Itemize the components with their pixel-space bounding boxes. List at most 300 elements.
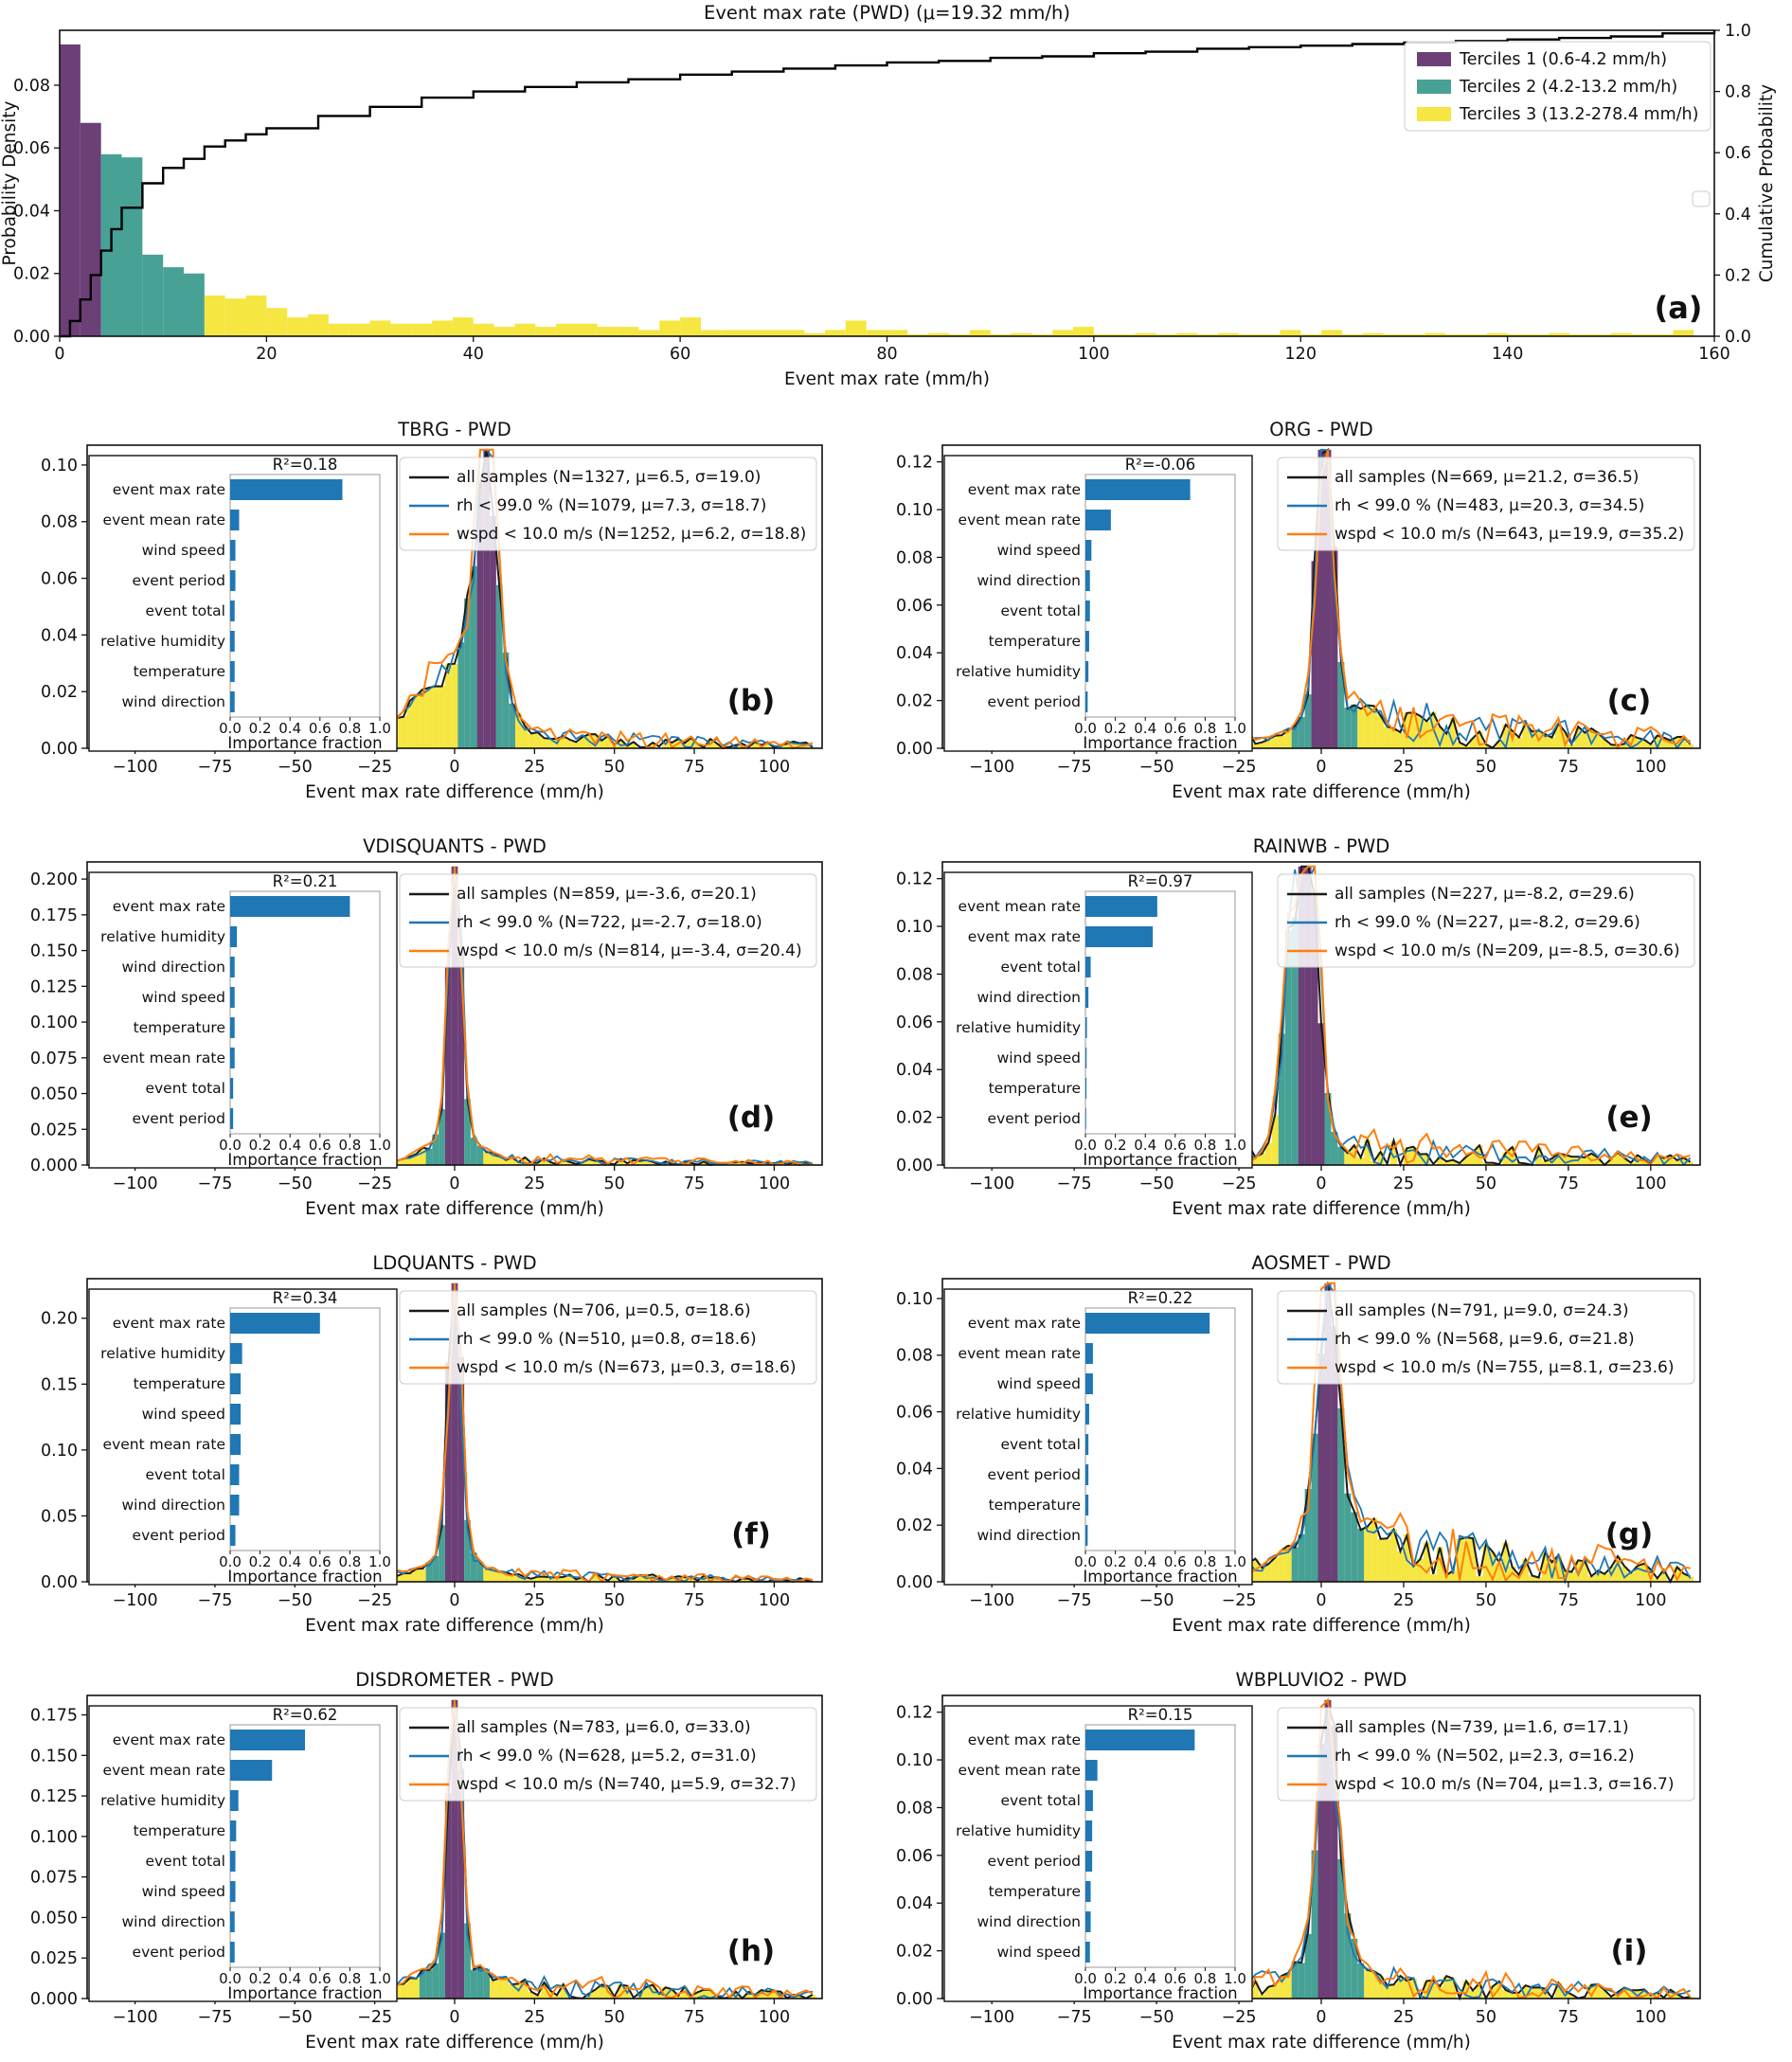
histogram-bar [659,320,680,336]
y-tick-label: 0.150 [29,941,78,961]
inset-x-tick-label: 1.0 [1224,1137,1246,1154]
inset-x-tick-label: 0.8 [338,1553,362,1570]
panel-legend [1278,457,1694,550]
x-tick-label: −75 [1056,2008,1092,2027]
inset-x-tick-label: 0.0 [219,1137,242,1154]
r2-label: R²=0.18 [272,456,338,474]
legend-entry-label: all samples (N=1327, μ=6.5, σ=19.0) [457,468,762,487]
importance-bar [1085,1343,1093,1364]
inset-xlabel: Importance fraction [1083,734,1238,752]
importance-bar [1085,1911,1091,1932]
histogram-bar [1279,1551,1285,1582]
inset-xlabel: Importance fraction [227,734,383,752]
inset-x-tick-label: 0.8 [1193,720,1217,737]
panel-xlabel: Event max rate difference (mm/h) [1172,1199,1471,1219]
histogram-bar [825,330,846,336]
x-tick-label: 160 [1698,345,1730,364]
histogram-bar [1673,330,1693,336]
importance-label: event period [987,1110,1081,1127]
y-tick-label: 0.06 [896,1013,933,1032]
y-tick-label: 0.00 [896,1157,933,1175]
importance-bar [1085,1434,1088,1455]
importance-bar [230,540,236,561]
histogram-bar [1582,733,1588,748]
inset-axes [230,475,380,717]
histogram-bar [494,327,515,336]
x-tick-label: −50 [1138,1591,1174,1610]
x-tick-label: −25 [357,1174,393,1193]
importance-label: event period [132,1527,225,1544]
importance-bar [230,631,235,652]
importance-bar [230,1017,235,1038]
panel-title: LDQUANTS - PWD [372,1252,537,1274]
importance-label: relative humidity [100,633,225,650]
importance-label: wind direction [977,989,1081,1006]
panel-xlabel: Event max rate difference (mm/h) [305,1616,604,1636]
importance-label: event max rate [967,1315,1081,1332]
y-tick-label: 0.100 [29,1827,78,1847]
histogram-bar [81,123,101,336]
y-tick-label: 0.175 [29,1706,78,1726]
x-tick-label: 80 [876,345,898,364]
x-tick-label: 75 [1557,758,1580,777]
panel-letter: (d) [726,1101,776,1135]
x-tick-label: −75 [197,1174,233,1193]
x-tick-label: 60 [669,345,691,364]
histogram-bar [618,327,639,336]
histogram-bar [1357,1963,1364,1999]
importance-bar [230,1313,320,1334]
x-tick-label: −25 [1221,2008,1257,2027]
importance-label: event total [1000,1436,1081,1453]
x-tick-label: 50 [1475,2008,1497,2027]
y-tick-label: 0.08 [13,76,50,96]
importance-bar [1085,1048,1086,1068]
histogram-bar [406,1573,413,1582]
importance-label: wind speed [996,1944,1081,1961]
importance-bar [230,479,343,500]
panel-a-ylabel-right: Cumulative Probability [1757,83,1777,283]
histogram-bar [439,686,445,748]
panel-xlabel: Event max rate difference (mm/h) [305,1199,604,1219]
histogram-bar [762,330,783,336]
histogram-bar [490,1981,496,1999]
panel-letter: (e) [1605,1101,1653,1135]
importance-bar [230,926,237,947]
legend-entry-label: Terciles 1 (0.6-4.2 mm/h) [1460,50,1668,69]
importance-label: event total [145,1853,225,1870]
r2-label: R²=0.97 [1127,872,1193,890]
y-tick-label: 0.08 [896,1799,933,1819]
x-tick-label: 75 [1557,1174,1580,1193]
panel-letter: (c) [1606,684,1652,718]
x-tick-label: 75 [1557,1591,1580,1610]
y-tick-label: 0.000 [29,1990,78,2009]
importance-bar [1085,1313,1210,1334]
inset-x-tick-label: 0.6 [308,1553,332,1570]
inset-x-tick-label: 0.6 [1163,1970,1187,1987]
x-tick-label: −25 [357,2008,393,2027]
legend-entry-label: rh < 99.0 % (N=483, μ=20.3, σ=34.5) [1335,496,1645,515]
inset-x-tick-label: 0.0 [1074,720,1097,737]
x-tick-label: −100 [112,1174,158,1193]
inset-x-tick-label: 0.2 [248,1137,272,1154]
legend-entry-label: all samples (N=791, μ=9.0, σ=24.3) [1335,1301,1629,1320]
histogram-bar [722,330,743,336]
histogram-bar [743,330,763,336]
y-tick-label: 0.04 [41,626,78,646]
legend-entry-label: wspd < 10.0 m/s (N=673, μ=0.3, σ=18.6) [457,1358,797,1377]
histogram-bar [471,1138,477,1165]
histogram-bar [413,1979,420,1999]
y-right-tick-label: 0.2 [1725,266,1751,286]
inset-x-tick-label: 1.0 [1224,1970,1246,1987]
histogram-bar [445,664,452,748]
x-tick-label: −100 [112,758,158,777]
histogram-bar [401,716,407,748]
importance-bar [230,1760,272,1781]
x-tick-label: −25 [1221,758,1257,777]
y-tick-label: 0.06 [896,1403,933,1423]
legend-entry-label: rh < 99.0 % (N=502, μ=2.3, σ=16.2) [1335,1747,1635,1766]
histogram-bar [1073,327,1094,336]
inset-x-tick-label: 0.0 [219,1553,242,1570]
panel-a-xlabel: Event max rate (mm/h) [784,369,990,389]
x-tick-label: −75 [197,2008,233,2027]
inset-importance-chart [89,1289,397,1586]
y-tick-label: 0.02 [896,1516,933,1536]
panel-a-ylabel-left: Probability Density [0,100,20,266]
x-tick-label: −25 [1221,1174,1257,1193]
histogram-bar [205,296,225,336]
histogram-bar [349,324,370,336]
histogram-bar [1364,1970,1371,1999]
histogram-bar [457,642,464,748]
histogram-bar [1476,1576,1482,1582]
histogram-bar [308,314,329,336]
histogram-bar [483,1569,490,1582]
inset-x-tick-label: 0.8 [338,1137,362,1154]
y-right-tick-label: 0.6 [1725,144,1751,164]
importance-label: temperature [988,1497,1081,1514]
inset-importance-chart [89,1706,397,2002]
histogram-bar [1568,1572,1575,1582]
importance-label: event total [145,1466,225,1483]
inset-importance-chart [89,872,397,1169]
legend-entry-label: wspd < 10.0 m/s (N=704, μ=1.3, σ=16.7) [1335,1775,1675,1794]
histogram-bar [1052,330,1073,336]
x-tick-label: −100 [112,2008,158,2027]
x-tick-label: 75 [683,2008,706,2027]
importance-bar [1085,987,1088,1008]
y-tick-label: 0.10 [41,456,78,475]
y-tick-label: 0.06 [13,139,50,159]
inset-x-tick-label: 0.4 [278,1137,302,1154]
y-right-tick-label: 0.4 [1725,205,1751,224]
importance-bar [1085,691,1087,712]
panel-xlabel: Event max rate difference (mm/h) [1172,782,1471,802]
x-tick-label: −75 [1056,1591,1092,1610]
y-tick-label: 0.04 [896,1061,933,1081]
panel-xlabel: Event max rate difference (mm/h) [1172,1616,1471,1636]
importance-label: relative humidity [956,1019,1081,1036]
importance-label: wind speed [141,1406,225,1423]
panel-legend [1278,874,1694,967]
x-tick-label: 100 [1635,758,1667,777]
importance-label: event mean rate [102,1436,225,1453]
legend-entry-label: wspd < 10.0 m/s (N=209, μ=-8.5, σ=30.6) [1335,941,1680,960]
y-tick-label: 0.075 [29,1049,78,1068]
histogram-bar [246,296,267,336]
histogram-bar [413,696,420,748]
inset-x-tick-label: 0.2 [1103,1137,1127,1154]
importance-label: event max rate [967,481,1081,498]
y-tick-label: 0.06 [896,596,933,616]
importance-label: event mean rate [102,1049,225,1067]
histogram-bar [1397,1551,1404,1582]
y-tick-label: 0.12 [896,870,933,889]
importance-label: wind speed [996,542,1081,559]
histogram-bar [1430,1574,1437,1582]
inset-x-tick-label: 0.0 [219,720,242,737]
x-tick-label: 0 [1316,1591,1327,1610]
panel-a [0,2,1777,389]
legend-entry-label: rh < 99.0 % (N=722, μ=-2.7, σ=18.0) [457,913,762,932]
histogram-bar [60,45,81,336]
histogram-bar [783,330,804,336]
histogram-bar [1384,1540,1390,1582]
legend-entry-label: wspd < 10.0 m/s (N=740, μ=5.9, σ=32.7) [457,1775,797,1794]
histogram-bar [411,324,432,336]
inset-x-tick-label: 0.8 [338,1970,362,1987]
importance-label: wind direction [121,1913,225,1930]
histogram-bar [970,330,991,336]
x-tick-label: 0 [1316,1174,1327,1193]
histogram-bar [1344,1494,1351,1582]
importance-label: event max rate [112,481,225,498]
histogram-bar [514,324,535,336]
importance-label: wind direction [977,1913,1081,1930]
histogram-bar [1443,734,1450,748]
histogram-bar [370,320,391,336]
importance-bar [230,1911,235,1932]
panel-h [30,1669,822,2053]
panel-letter: (h) [726,1934,776,1968]
r2-label: R²=0.15 [1127,1706,1193,1724]
x-tick-label: 100 [758,758,791,777]
inset-xlabel: Importance fraction [227,1151,383,1169]
importance-bar [1085,1464,1088,1485]
x-tick-label: −50 [1138,2008,1174,2027]
x-tick-label: 25 [524,2008,546,2027]
x-tick-label: 0 [449,2008,460,2027]
x-tick-label: −50 [277,1174,313,1193]
panel-b [41,419,822,802]
panel-title: AOSMET - PWD [1251,1252,1391,1274]
importance-bar [230,1820,236,1841]
importance-bar [230,957,235,977]
panel-a-title: Event max rate (PWD) (μ=19.32 mm/h) [704,2,1070,24]
importance-bar [230,1464,239,1485]
importance-bar [1085,631,1089,652]
importance-label: wind speed [996,1375,1081,1392]
x-tick-label: 50 [603,758,625,777]
inset-xlabel: Importance fraction [227,1568,383,1586]
x-tick-label: −100 [969,758,1015,777]
histogram-bar [483,1152,490,1165]
x-tick-label: 0 [449,1591,460,1610]
importance-bar [230,1343,242,1364]
r2-label: R²=0.62 [272,1706,338,1724]
x-tick-label: 50 [1475,1591,1497,1610]
histogram-bar [287,317,308,336]
importance-label: wind direction [121,1497,225,1514]
importance-label: event max rate [967,1731,1081,1748]
y-tick-label: 0.02 [896,1942,933,1962]
panel-legend [400,874,816,967]
histogram-bar [406,1979,413,1999]
importance-label: event max rate [112,898,225,915]
importance-label: temperature [133,663,225,680]
x-tick-label: 0 [1316,758,1327,777]
r2-label: R²=0.22 [1127,1289,1193,1307]
x-tick-label: 25 [524,758,546,777]
x-tick-label: 25 [1392,2008,1415,2027]
y-tick-label: 0.100 [29,1013,78,1033]
inset-x-tick-label: 0.6 [1163,1137,1187,1154]
importance-bar [230,510,239,530]
importance-bar [230,1942,235,1963]
inset-x-tick-label: 0.0 [219,1970,242,1987]
inset-xlabel: Importance fraction [227,1984,383,2002]
importance-label: event mean rate [102,1762,225,1779]
y-tick-label: 0.02 [896,1108,933,1128]
inset-x-tick-label: 0.4 [278,1553,302,1570]
legend-entry-label: all samples (N=739, μ=1.6, σ=17.1) [1335,1718,1629,1737]
importance-bar [1085,1760,1098,1781]
legend-swatch [1417,80,1451,94]
panel-letter: (b) [726,684,776,718]
histogram-bar [846,320,867,336]
panel-legend [1278,1708,1694,1801]
x-tick-label: 100 [1635,1174,1667,1193]
inset-importance-chart [944,1706,1252,2002]
inset-axes [1085,1308,1235,1551]
histogram-bar [529,734,535,748]
importance-bar [230,1851,236,1872]
histogram-bar [184,274,205,336]
histogram-bar [266,308,287,336]
y-right-tick-label: 0.0 [1725,328,1751,347]
y-tick-label: 0.12 [896,1703,933,1723]
y-tick-label: 0.10 [896,501,933,521]
histogram-bar [1410,1566,1417,1582]
histogram-bar [1285,730,1292,748]
x-tick-label: 50 [603,1174,625,1193]
importance-label: event total [1000,602,1081,619]
histogram-bar [1377,1539,1384,1582]
x-tick-label: 0 [449,1174,460,1193]
x-tick-label: 75 [683,1591,706,1610]
inset-x-tick-label: 0.0 [1074,1970,1097,1987]
histogram-bar [453,317,474,336]
importance-label: event total [145,1080,225,1097]
x-tick-label: 0 [449,758,460,777]
importance-bar [230,1525,236,1546]
x-tick-label: 100 [758,1591,791,1610]
legend-entry-label: all samples (N=783, μ=6.0, σ=33.0) [457,1718,751,1737]
importance-label: event period [987,1466,1081,1483]
importance-bar [1085,510,1111,530]
x-tick-label: −25 [1221,1591,1257,1610]
histogram-bar [329,324,349,336]
histogram-bar [887,330,908,336]
importance-label: event mean rate [958,898,1081,915]
inset-x-tick-label: 1.0 [1224,720,1246,737]
inset-x-tick-label: 0.4 [1134,1137,1157,1154]
importance-bar [1085,1373,1093,1394]
panel-legend [1278,1291,1694,1384]
y-tick-label: 0.125 [29,1787,78,1807]
x-tick-label: 20 [256,345,278,364]
y-tick-label: 0.00 [41,740,78,759]
histogram-bar [680,317,701,336]
inset-axes [1085,1725,1235,1967]
x-tick-label: 140 [1491,345,1524,364]
importance-bar [230,691,235,712]
y-tick-label: 0.06 [41,569,78,589]
inset-x-tick-label: 0.2 [1103,720,1127,737]
histogram-bar [401,1984,407,1999]
importance-label: event period [132,572,225,589]
histogram-bar [390,324,411,336]
importance-bar [230,1404,241,1425]
histogram-bar [163,267,184,336]
panel-title: ORG - PWD [1269,419,1373,440]
histogram-bar [1390,1984,1397,1999]
importance-label: event period [132,1110,225,1127]
histogram-bar [474,324,494,336]
histogram-bar [1602,1574,1608,1582]
histogram-bar [1321,330,1342,336]
histogram-bar [471,1970,477,1999]
legend-entry-label: all samples (N=227, μ=-8.2, σ=29.6) [1335,885,1635,904]
importance-bar [1085,1820,1092,1841]
legend-entry-label: rh < 99.0 % (N=227, μ=-8.2, σ=29.6) [1335,913,1640,932]
histogram-bar [577,324,598,336]
importance-bar [1085,1881,1091,1902]
histogram-bar [1515,738,1522,748]
x-tick-label: −75 [1056,758,1092,777]
histogram-bar [1582,1157,1588,1165]
importance-label: event total [145,602,225,619]
histogram-bar [701,330,722,336]
inset-x-tick-label: 0.0 [1074,1553,1097,1570]
x-tick-label: −75 [1056,1174,1092,1193]
inset-x-tick-label: 0.6 [1163,1553,1187,1570]
y-tick-label: 0.08 [896,1346,933,1366]
legend-entry-label: wspd < 10.0 m/s (N=814, μ=-3.4, σ=20.4) [457,941,802,960]
histogram-bar [541,738,547,748]
inset-x-tick-label: 0.6 [308,1137,332,1154]
importance-bar [230,1078,233,1099]
x-tick-label: 0 [1316,2008,1327,2027]
x-tick-label: 25 [1392,1591,1415,1610]
y-tick-label: 0.125 [29,977,78,997]
importance-bar [230,661,235,682]
importance-bar [1085,661,1088,682]
importance-bar [230,1881,236,1902]
